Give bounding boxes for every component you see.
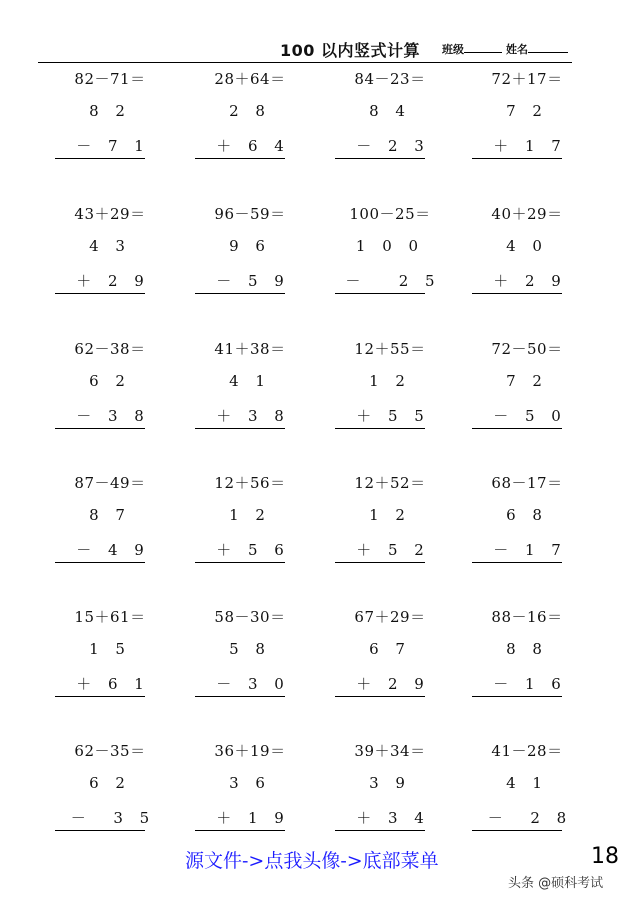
vertical-operator-number: － 5 0 (493, 407, 567, 425)
answer-line (195, 293, 285, 294)
answer-line (472, 293, 562, 294)
vertical-top-number: 8 8 (506, 640, 548, 658)
vertical-operator-number: ＋ 3 4 (356, 809, 430, 827)
problem-equation: 62－35＝ (74, 742, 146, 760)
answer-line (55, 562, 145, 563)
vertical-operator-number: ＋ 5 6 (216, 541, 290, 559)
problem-equation: 88－16＝ (491, 608, 563, 626)
vertical-operator-number: － 2 8 (487, 809, 573, 827)
problem-equation: 12＋56＝ (214, 474, 286, 492)
problem-equation: 41－28＝ (491, 742, 563, 760)
vertical-operator-number: ＋ 1 7 (493, 137, 567, 155)
problem-1-4 (472, 68, 602, 168)
name-label: 姓名 (506, 43, 528, 56)
problem-3-2 (195, 338, 325, 438)
answer-line (472, 696, 562, 697)
answer-line (472, 562, 562, 563)
class-label: 班级 (442, 43, 464, 56)
answer-line (195, 830, 285, 831)
answer-line (195, 158, 285, 159)
problem-equation: 58－30＝ (214, 608, 286, 626)
problem-equation: 84－23＝ (354, 70, 426, 88)
problem-6-3 (335, 740, 465, 840)
vertical-operator-number: － 3 0 (216, 675, 290, 693)
answer-line (195, 428, 285, 429)
problem-1-2 (195, 68, 325, 168)
answer-line (55, 696, 145, 697)
problem-5-2 (195, 606, 325, 706)
problem-equation: 36＋19＝ (214, 742, 286, 760)
source-file-link[interactable]: 源文件->点我头像->底部菜单 (185, 850, 439, 872)
problem-equation: 67＋29＝ (354, 608, 426, 626)
vertical-operator-number: ＋ 3 8 (216, 407, 290, 425)
answer-line (472, 830, 562, 831)
vertical-operator-number: － 3 8 (76, 407, 150, 425)
problem-equation: 15＋61＝ (74, 608, 146, 626)
problem-equation: 72＋17＝ (491, 70, 563, 88)
answer-line (335, 428, 425, 429)
problem-4-1 (55, 472, 185, 572)
vertical-top-number: 3 6 (229, 774, 271, 792)
answer-line (335, 696, 425, 697)
vertical-top-number: 7 2 (506, 372, 548, 390)
problem-6-4 (472, 740, 602, 840)
vertical-operator-number: ＋ 2 9 (356, 675, 430, 693)
vertical-top-number: 2 8 (229, 102, 271, 120)
vertical-operator-number: － 7 1 (76, 137, 150, 155)
watermark: 头条 @硕科考试 (508, 876, 604, 891)
vertical-top-number: 4 3 (89, 237, 131, 255)
problem-2-2 (195, 203, 325, 303)
problem-equation: 28＋64＝ (214, 70, 286, 88)
vertical-top-number: 4 0 (506, 237, 548, 255)
vertical-operator-number: － 1 7 (493, 541, 567, 559)
vertical-operator-number: ＋ 1 9 (216, 809, 290, 827)
answer-line (335, 562, 425, 563)
vertical-operator-number: ＋ 6 1 (76, 675, 150, 693)
vertical-operator-number: － 2 5 (345, 272, 441, 290)
vertical-top-number: 9 6 (229, 237, 271, 255)
vertical-top-number: 1 2 (369, 506, 411, 524)
problem-equation: 43＋29＝ (74, 205, 146, 223)
problem-6-2 (195, 740, 325, 840)
problem-equation: 96－59＝ (214, 205, 286, 223)
problem-equation: 82－71＝ (74, 70, 146, 88)
problem-3-1 (55, 338, 185, 438)
vertical-top-number: 4 1 (506, 774, 548, 792)
vertical-operator-number: ＋ 6 4 (216, 137, 290, 155)
vertical-operator-number: ＋ 5 2 (356, 541, 430, 559)
problem-equation: 40＋29＝ (491, 205, 563, 223)
problem-2-1 (55, 203, 185, 303)
vertical-operator-number: ＋ 5 5 (356, 407, 430, 425)
vertical-operator-number: － 4 9 (76, 541, 150, 559)
vertical-operator-number: － 5 9 (216, 272, 290, 290)
vertical-top-number: 4 1 (229, 372, 271, 390)
problem-equation: 12＋55＝ (354, 340, 426, 358)
problem-equation: 62－38＝ (74, 340, 146, 358)
vertical-operator-number: － 3 5 (70, 809, 156, 827)
problem-4-2 (195, 472, 325, 572)
problem-equation: 41＋38＝ (214, 340, 286, 358)
vertical-top-number: 6 2 (89, 774, 131, 792)
problem-4-3 (335, 472, 465, 572)
answer-line (195, 562, 285, 563)
vertical-top-number: 5 8 (229, 640, 271, 658)
vertical-top-number: 7 2 (506, 102, 548, 120)
vertical-top-number: 1 5 (89, 640, 131, 658)
page-number: 18 (591, 844, 619, 869)
problem-2-3 (335, 203, 465, 303)
problem-2-4 (472, 203, 602, 303)
answer-line (472, 428, 562, 429)
answer-line (335, 293, 425, 294)
problem-equation: 39＋34＝ (354, 742, 426, 760)
problem-5-1 (55, 606, 185, 706)
problem-equation: 68－17＝ (491, 474, 563, 492)
problem-1-3 (335, 68, 465, 168)
vertical-top-number: 6 8 (506, 506, 548, 524)
problem-3-3 (335, 338, 465, 438)
vertical-top-number: 1 0 0 (355, 237, 425, 255)
vertical-operator-number: － 2 3 (356, 137, 430, 155)
problem-5-4 (472, 606, 602, 706)
answer-line (55, 830, 145, 831)
vertical-top-number: 8 4 (369, 102, 411, 120)
answer-line (55, 293, 145, 294)
answer-line (55, 158, 145, 159)
problem-equation: 87－49＝ (74, 474, 146, 492)
answer-line (335, 830, 425, 831)
answer-line (335, 158, 425, 159)
answer-line (55, 428, 145, 429)
vertical-top-number: 6 2 (89, 372, 131, 390)
problem-equation: 72－50＝ (491, 340, 563, 358)
problem-3-4 (472, 338, 602, 438)
problem-equation: 12＋52＝ (354, 474, 426, 492)
vertical-operator-number: ＋ 2 9 (493, 272, 567, 290)
vertical-top-number: 3 9 (369, 774, 411, 792)
worksheet-title: 100 以内竖式计算 (280, 41, 420, 60)
vertical-operator-number: － 1 6 (493, 675, 567, 693)
problem-6-1 (55, 740, 185, 840)
vertical-top-number: 6 7 (369, 640, 411, 658)
problem-5-3 (335, 606, 465, 706)
vertical-top-number: 8 7 (89, 506, 131, 524)
vertical-operator-number: ＋ 2 9 (76, 272, 150, 290)
problem-equation: 100－25＝ (349, 205, 431, 223)
answer-line (472, 158, 562, 159)
problem-1-1 (55, 68, 185, 168)
vertical-top-number: 1 2 (369, 372, 411, 390)
vertical-top-number: 8 2 (89, 102, 131, 120)
vertical-top-number: 1 2 (229, 506, 271, 524)
problem-4-4 (472, 472, 602, 572)
answer-line (195, 696, 285, 697)
